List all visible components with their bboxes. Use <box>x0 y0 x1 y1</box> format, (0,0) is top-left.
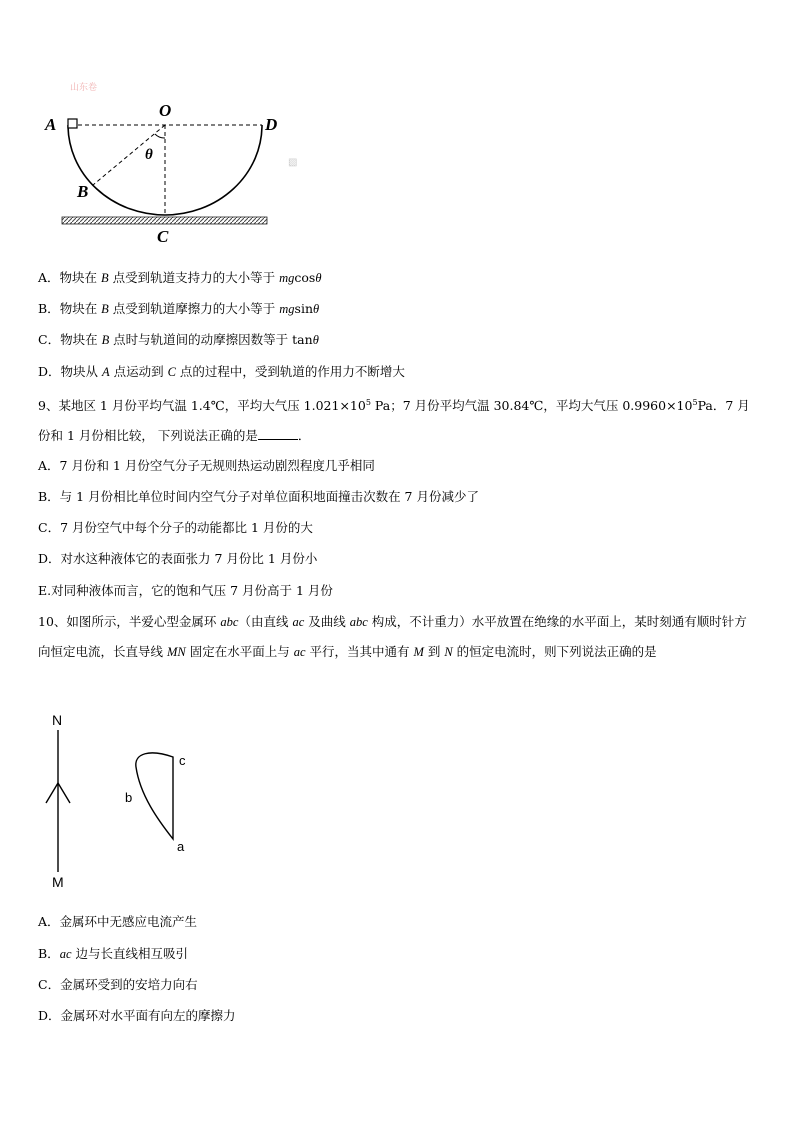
q9-option-a: A．7 月份和 1 月份空气分子无规则热运动剧烈程度几乎相同 <box>38 458 375 473</box>
half-heart-loop <box>136 753 173 839</box>
theta-arc <box>155 134 165 138</box>
q10-option-c: C．金属环受到的安培力向右 <box>38 977 198 992</box>
q10-option-a: A．金属环中无感应电流产生 <box>38 914 198 929</box>
label-c: c <box>179 753 186 768</box>
q8-option-d: D．物块从 A 点运动到 C 点的过程中，受到轨道的作用力不断增大 <box>38 364 405 379</box>
ob-line <box>93 125 165 185</box>
track-figure <box>40 70 310 250</box>
label-b: b <box>125 790 133 805</box>
ground-hatch <box>62 217 267 224</box>
q10-stem: 10、如图所示，半爱心型金属环 abc（由直线 ac 及曲线 abc 构成，不计重力）水平放置在绝缘的水平面上，某时刻通有顺时针方向恒定电流，长直导线 MN 固定在水平面上与 ac 平行，当其中通有 M 到 N 的恒定电流时，则下列说法正确的是 <box>38 614 747 659</box>
q9-option-d: D．对水这种液体它的表面张力 7 月份比 1 月份小 <box>38 551 318 566</box>
block-icon <box>68 119 77 128</box>
q9-stem-line2: 份和 1 月份相比较， 下列说法正确的是 ． <box>38 428 311 443</box>
label-B: B <box>77 182 89 201</box>
label-O: O <box>159 101 172 120</box>
label-M: M <box>52 874 64 890</box>
q9-stem-line1: 9、某地区 1 月份平均气温 1.4℃，平均大气压 $1.021\times 10^5$ Pa；7 月份平均气温 30.84℃，平均大气压 $0.9960\times 10^5Pa$．7 月 <box>38 398 750 414</box>
label-D: D <box>265 115 278 134</box>
q10-option-d: D．金属环对水平面有向左的摩擦力 <box>38 1008 236 1023</box>
label-a: a <box>177 839 185 854</box>
label-theta: θ <box>145 147 153 163</box>
q8-option-b: B．物块在 B 点受到轨道摩擦力的大小等于 mgsinθ <box>38 301 320 316</box>
q9-option-c: C．7 月份空气中每个分子的动能都比 1 月份的大 <box>38 520 313 535</box>
label-C: C <box>157 227 169 246</box>
q9-option-b: B．与 1 月份相比单位时间内空气分子对单位面积地面撞击次数在 7 月份减少了 <box>38 489 479 504</box>
watermark-text: 山东卷 <box>70 82 98 92</box>
q10-option-b: B．ac 边与长直线相互吸引 <box>38 946 188 961</box>
wire-loop-figure <box>40 705 210 895</box>
label-A: A <box>45 115 57 134</box>
q8-option-c: C．物块在 B 点时与轨道间的动摩擦因数等于 tanθ <box>38 332 319 347</box>
side-watermark: ▧ <box>288 157 298 168</box>
label-N: N <box>52 712 63 728</box>
q9-option-e: E.对同种液体而言，它的饱和气压 7 月份高于 1 月份 <box>38 583 333 598</box>
q8-option-a: A．物块在 B 点受到轨道支持力的大小等于 mgcosθ <box>38 270 322 285</box>
answer-blank <box>258 427 298 440</box>
